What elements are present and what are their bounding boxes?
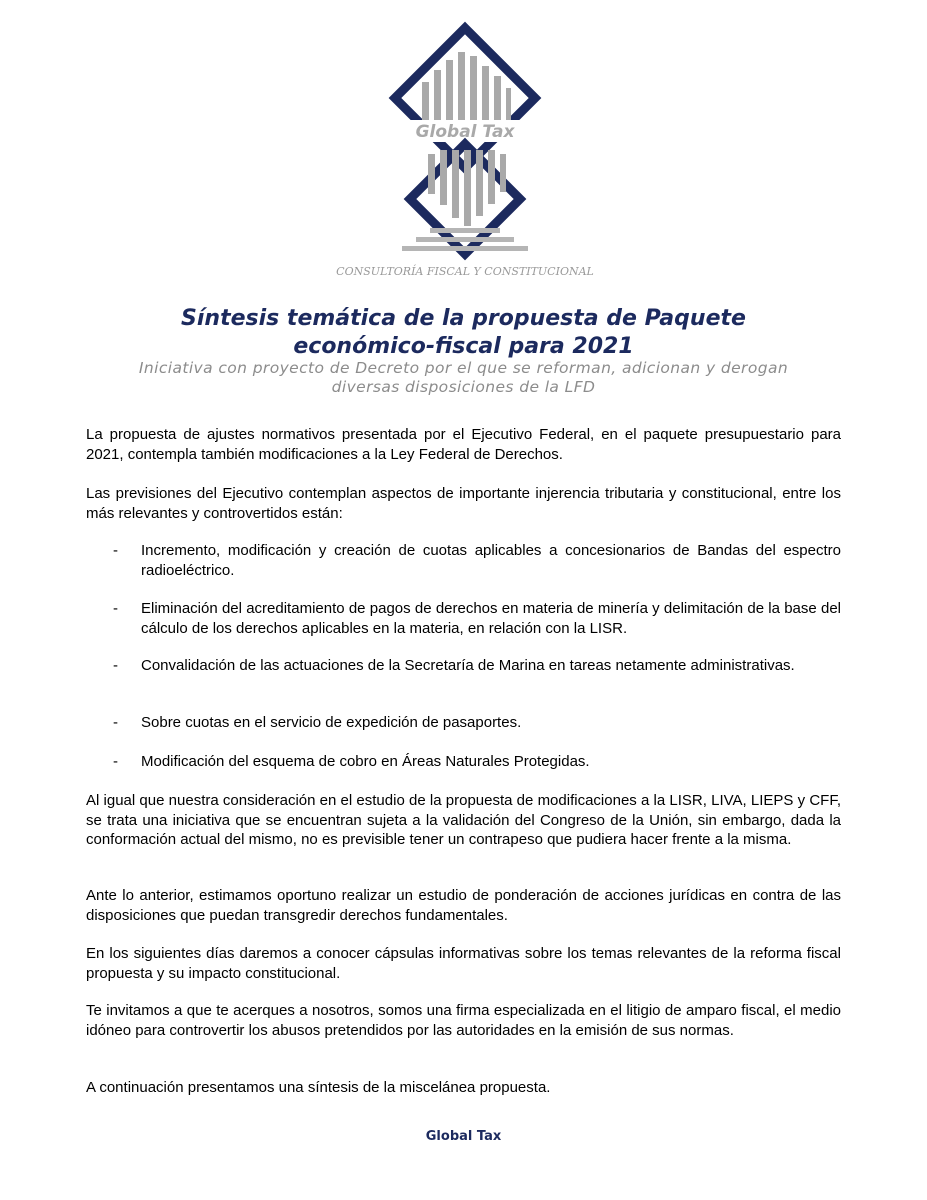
list-item — [113, 599, 841, 638]
paragraph-study: Ante lo anterior, estimamos oportuno realizar un estudio de ponderación de acciones jurídicas en contra de las disposiciones que puedan transgredir derechos fundamentales. — [86, 887, 841, 924]
paragraph-previsions: Las previsiones del Ejecutivo contemplan aspectos de importante injerencia tributaria y constitucional, entre los más relevantes y controvertidos están: — [86, 485, 841, 522]
bullet-dash: - — [113, 542, 118, 559]
paragraph-invitation: Te invitamos a que te acerques a nosotros, somos una firma especializada en el litigio de amparo fiscal, el medio idóneo para controvertir los abusos pretendidos por las autoridades en la emisión de sus normas. — [86, 1002, 841, 1039]
logo-tagline: CONSULTORÍA FISCAL Y CONSTITUCIONAL — [336, 265, 594, 278]
bullet-dash: - — [113, 714, 118, 731]
document-subtitle-line-1: Iniciativa con proyecto de Decreto por el que se reforman, adicionan y derogan — [138, 359, 789, 377]
paragraph-capsules: En los siguientes días daremos a conocer cápsulas informativas sobre los temas relevantes de la reforma fiscal propuesta y su impacto constitucional. — [86, 945, 841, 982]
global-tax-logo — [336, 20, 594, 282]
document-subtitle-line-2: diversas disposiciones de la LFD — [331, 378, 596, 396]
bullet-text: Eliminación del acreditamiento de pagos de derechos en materia de minería y delimitación de la base del cálculo de los derechos aplicables en la materia, en relación con la LISR. — [141, 600, 841, 637]
paragraph-closing: A continuación presentamos una síntesis de la miscelánea propuesta. — [86, 1079, 551, 1096]
footer-brand: Global Tax — [425, 1129, 502, 1144]
document-title-line-1: Síntesis temática de la propuesta de Paquete — [181, 306, 746, 331]
bullet-text: Incremento, modificación y creación de cuotas aplicables a concesionarios de Bandas del espectro radioeléctrico. — [141, 542, 841, 579]
logo-brand-text: Global Tax — [415, 122, 515, 142]
list-item — [113, 541, 841, 580]
paragraph-intro: La propuesta de ajustes normativos presentada por el Ejecutivo Federal, en el paquete presupuestario para 2021, contempla también modificaciones a la Ley Federal de Derechos. — [86, 426, 841, 463]
bullet-dash: - — [113, 753, 118, 770]
bullet-dash: - — [113, 657, 118, 674]
bullet-dash: - — [113, 600, 118, 617]
paragraph-consideration: Al igual que nuestra consideración en el estudio de la propuesta de modificaciones a la LISR, LIVA, LIEPS y CFF, se trata una iniciativa que se encuentran sujeta a la validación del Congreso de la Unión, sin embargo, dada la conformación actual del mismo, no es previsible tener un contrapeso que pudiera hacer frente a la misma. — [86, 792, 841, 848]
bullet-text: Sobre cuotas en el servicio de expedición de pasaportes. — [141, 714, 522, 731]
list-item — [113, 656, 841, 676]
list-item — [113, 713, 841, 733]
document-title-line-2: económico-fiscal para 2021 — [293, 334, 634, 359]
bullet-text: Modificación del esquema de cobro en Áreas Naturales Protegidas. — [141, 753, 590, 770]
bullet-text: Convalidación de las actuaciones de la Secretaría de Marina en tareas netamente administrativas. — [141, 657, 795, 674]
list-item — [113, 752, 841, 772]
